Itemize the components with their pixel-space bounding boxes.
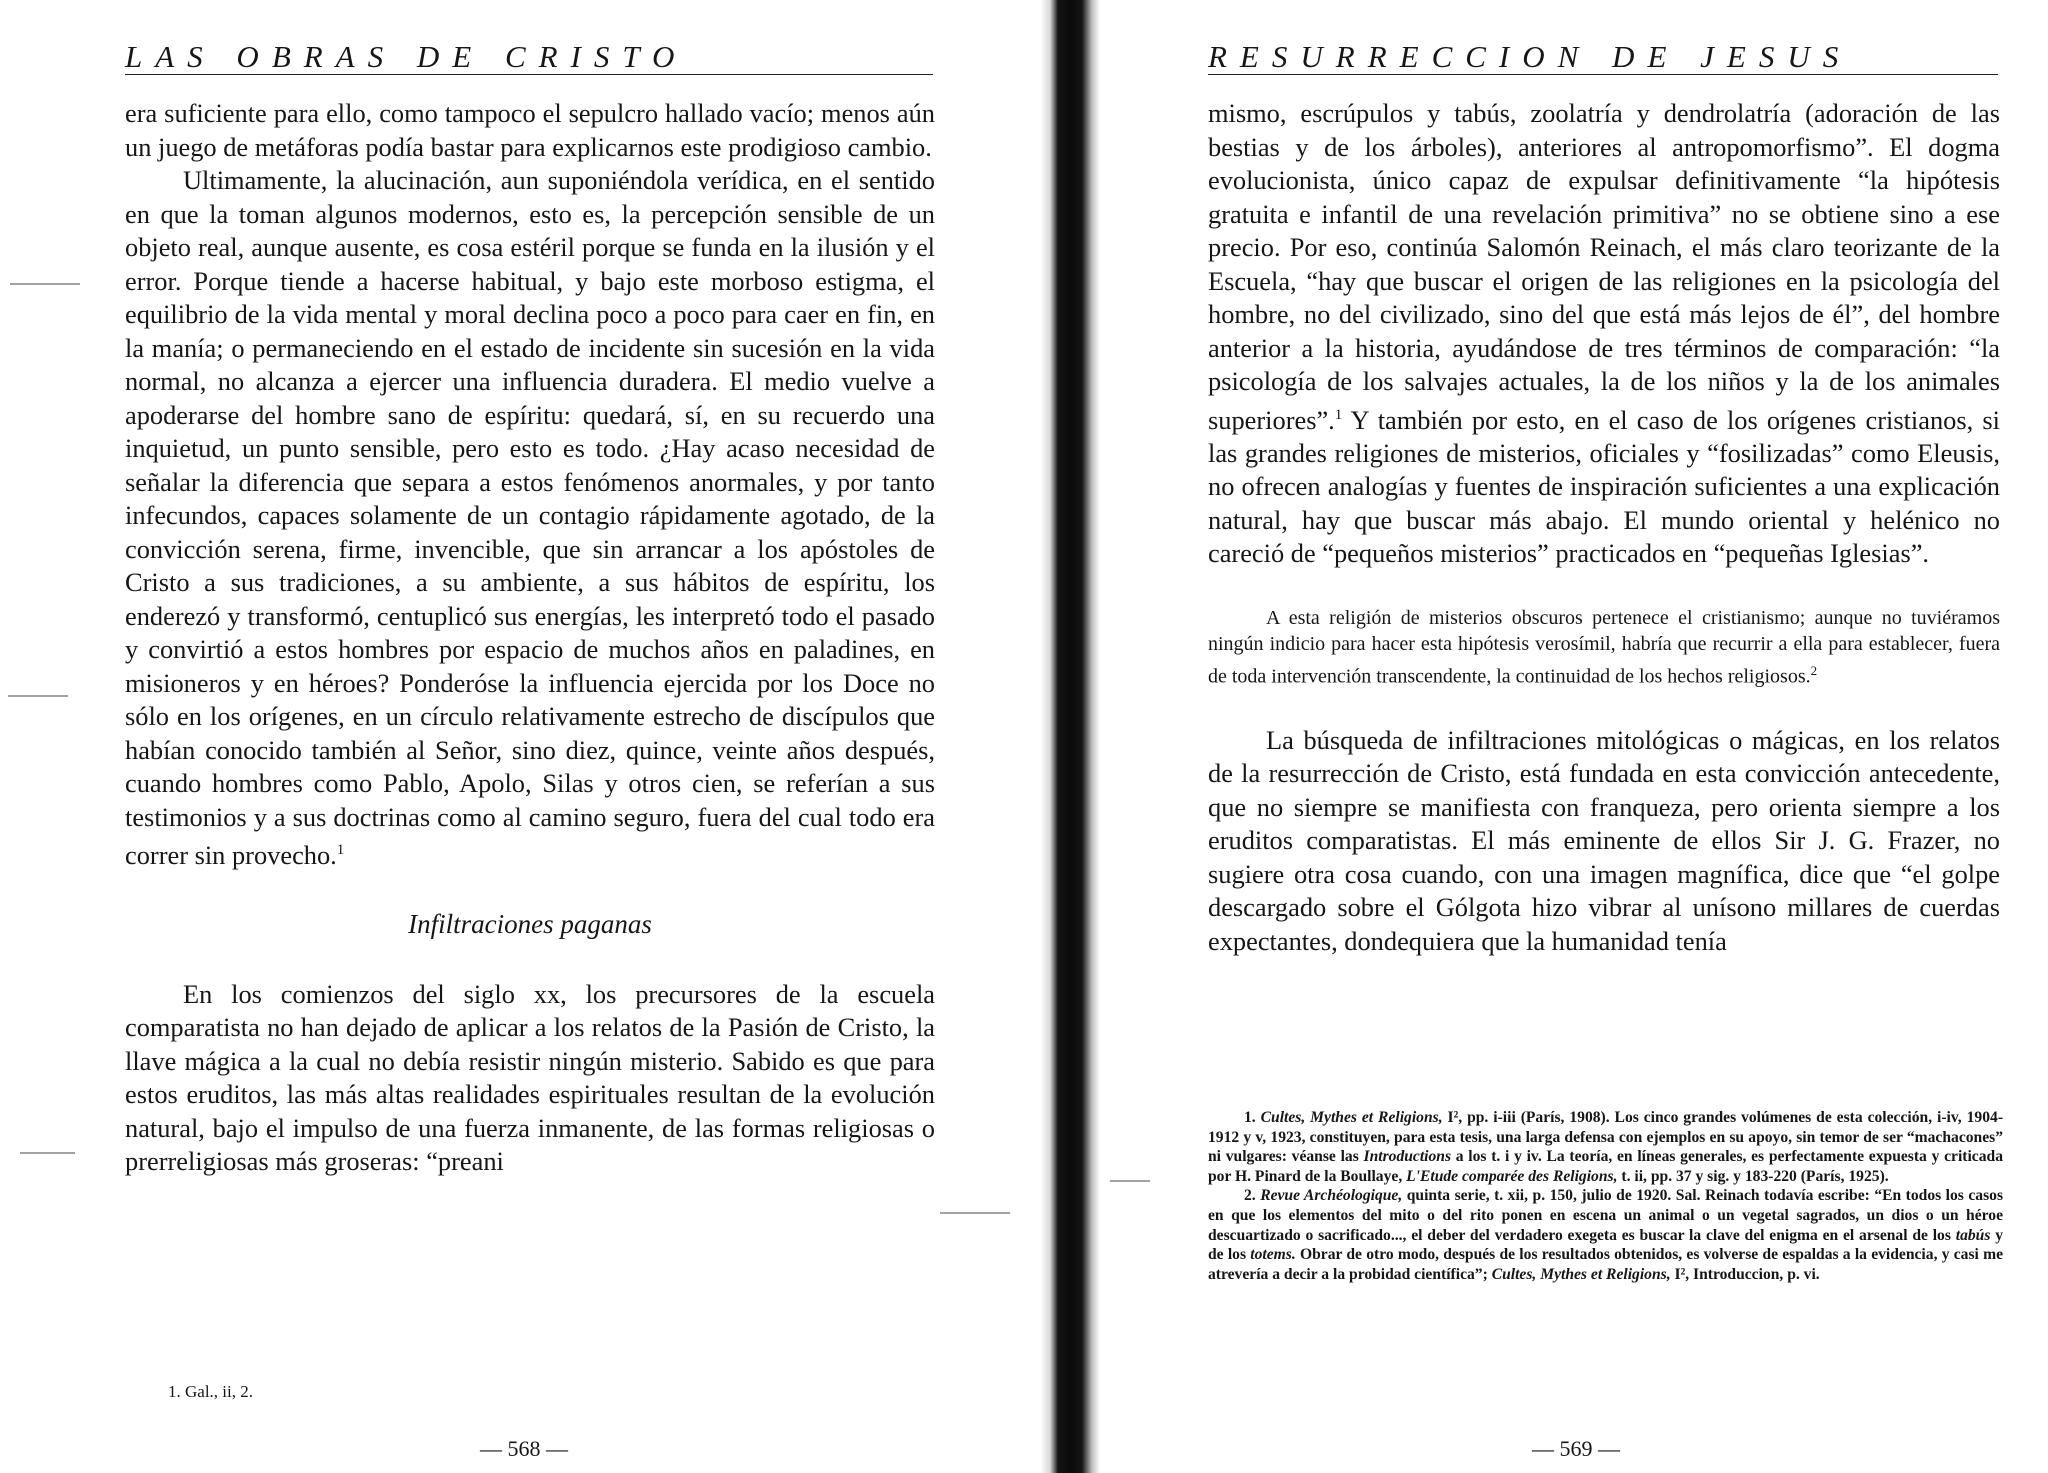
footnote-text: I², Introduccion, p. vi. — [1670, 1265, 1820, 1283]
footnotes — [1208, 1108, 2003, 1284]
footnote-number: 1. — [1244, 1109, 1261, 1126]
citation-title: Cultes, Mythes et Religions, — [1491, 1265, 1671, 1283]
paragraph — [125, 164, 935, 872]
paragraph-text: mismo, escrúpulos y tabús, zoolatría y dendrolatría (adoración de las bestias y de los árboles), anteriores al antropomorfismo”. El dogma evolucionista, único capaz de expulsar definitivamente “la hipótesis gratuita e infantil de una revelación primitiva” no se obtiene sino a ese precio. Por eso, continúa Salomón Reinach, el más claro teorizante de la Escuela, “hay que buscar el origen de las religiones en la psicología del hombre, no del civilizado, sino del que está más lejos de él”, del hombre anterior a la historia, ayudándose de tres términos de comparación: “la psicología de los salvajes actuales, la de los niños y la de los animales superiores”. — [1208, 98, 2000, 435]
scan-speck — [8, 695, 68, 697]
running-head-left: LAS OBRAS DE CRISTO — [125, 40, 933, 75]
footnote-marker: 1 — [1334, 406, 1343, 423]
right-page — [1080, 0, 2048, 1473]
scan-speck — [940, 1212, 1010, 1214]
citation-title: Cultes, Mythes et Religions, — [1260, 1109, 1443, 1126]
quote-body: A esta religión de misterios obscuros pertenece el cristianismo; aunque no tuviéramos ningún indicio para hacer esta hipótesis verosímil, habría que recurrir a ella para establecer, fuera de toda intervención transcendente, la continuidad de los hechos religiosos. — [1208, 606, 2000, 688]
page-number: — 568 — — [480, 1436, 568, 1461]
footnote-text: y de los — [1208, 1226, 2004, 1264]
quote-text — [1208, 605, 2000, 690]
footnote-marker: 2 — [1810, 662, 1818, 678]
footnote: 1. Gal., ii, 2. — [168, 1382, 253, 1401]
paragraph-text: Ultimamente, la alucinación, aun suponiéndola verídica, en el sentido en que la toman algunos modernos, esto es, la percepción sensible de un objeto real, aunque ausente, es cosa estéril porque se funda en la ilusión y el error. Porque tiende a hacerse habitual, y bajo este morboso estigma, el equilibrio de la vida mental y moral declina poco a poco para caer en fin, en la manía; o permaneciendo en el estado de incidente sin sucesión en la vida normal, no alcanza a ejercer una influencia duradera. El medio vuelve a apoderarse del hombre sano de espíritu: quedará, sí, en su recuerdo una inquietud, un punto sensible, pero esto es todo. ¿Hay acaso necesidad de señalar la diferencia que separa a estos fenómenos anormales, y por tanto infecundos, capaces solamente de un contagio rápidamente agotado, de la convicción serena, firme, invencible, que sin arrancar a los apóstoles de Cristo a sus tradiciones, a su ambiente, a sus hábitos de espíritu, los enderezó y transformó, centuplicó sus energías, les interpretó todo el pasado y convirtió a estos hombres por espacio de muchos años en paladines, en misioneros y en héroes? Ponderóse la influencia ejercida por los Doce no sólo en los orígenes, en un círculo relativamente estrecho de discípulos que habían conocido también al Señor, sino diez, quince, veinte años después, cuando hombres como Pablo, Apolo, Silas y otros cien, se referían a sus testimonios y a sus doctrinas como al camino seguro, fuera del cual todo era correr sin provecho. — [125, 165, 935, 870]
footnote-marker: 1 — [336, 842, 345, 858]
citation-title: L'Etude comparée des Religions, — [1406, 1167, 1618, 1185]
right-page-body — [1208, 97, 2000, 958]
left-page-body — [125, 97, 935, 1179]
footnote-text: a los t. i y iv. La teoría, en líneas generales, es perfectamente expuesta y criticada por H. Pinard de la Boullaye, — [1208, 1148, 2003, 1185]
footnote-text: I², pp. i-iii (París, 1908). Los cinco grandes volúmenes de esta colección, i-iv, 1904-1912 y v, 1923, constituyen, para esta tesis, una larga defensa con ejemplos en su apoyo, sin temor de ser “machacones” ni vulgares: véanse las — [1208, 1109, 2004, 1166]
section-heading: Infiltraciones paganas — [408, 909, 652, 940]
footnote — [1208, 1186, 2003, 1284]
scan-speck — [10, 283, 80, 285]
running-head-right: RESURRECCION DE JESUS — [1208, 40, 1998, 75]
paragraph: La búsqueda de infiltraciones mitológicas o mágicas, en los relatos de la resurrección de Cristo, está fundada en esta convicción antecedente, que no siempre se manifiesta con franqueza, pero orienta siempre a los eruditos comparatistas. El más eminente de ellos Sir J. G. Frazer, no sugiere otra cosa cuando, con una imagen magnífica, dice que “el golpe descargado sobre el Gólgota hizo vibrar al unísono millares de cuerdas expectantes, dondequiera que la humanidad tenía — [1208, 724, 2000, 956]
page-number: — 569 — — [1532, 1436, 1620, 1461]
citation-title: Revue Archéologique, — [1260, 1187, 1403, 1205]
footnote-text: Obrar de otro modo, después de los resultados obtenidos, es volverse de espaldas a la evidencia, y casi me atrevería a decir a la probidad científica”; — [1208, 1246, 2003, 1283]
footnote-number: 2. — [1244, 1187, 1261, 1205]
footnote-text: quinta serie, t. xii, p. 150, julio de 1920. Sal. Reinach todavía escribe: “En todos los casos en que los elementos del mito o del rito ponen en escena un animal o un vegetal sagrados, un dios o un héroe descuartizado o sacrificado..., el deber del verdadero exegeta es buscar la clave del enigma en el arsenal de los — [1208, 1187, 2004, 1244]
footnote-text: t. ii, pp. 37 y sig. y 183-220 (París, 1925). — [1617, 1167, 1889, 1185]
citation-title: Introductions — [1363, 1148, 1452, 1166]
block-quote — [1208, 605, 2000, 690]
citation-term: totems. — [1250, 1246, 1296, 1264]
scan-speck — [1110, 1180, 1150, 1182]
paragraph: En los comienzos del siglo xx, los precursores de la escuela comparatista no han dejado de aplicar a los relatos de la Pasión de Cristo, la llave mágica a la cual no debía resistir ningún misterio. Sabido es que para estos eruditos, las más altas realidades espirituales resultan de la evolución natural, bajo el impulso de una fuerza inmanente, de las formas religiosas o prerreligiosas más groseras: “preani — [125, 978, 935, 1177]
footnote — [1208, 1108, 2003, 1186]
citation-term: tabús — [1955, 1226, 1991, 1244]
paragraph — [1208, 97, 2000, 571]
paragraph-text: Y también por esto, en el caso de los orígenes cristianos, si las grandes religiones de misterios, oficiales y “fosilizadas” como Eleusis, no ofrecen analogías y fuentes de inspiración suficientes a una explicación natural, hay que buscar más abajo. El mundo oriental y helénico no careció de “pequeños misterios” practicados en “pequeñas Iglesias”. — [1208, 404, 2000, 569]
scan-speck — [20, 1152, 75, 1154]
paragraph: era suficiente para ello, como tampoco el sepulcro hallado vacío; menos aún un juego de metáforas podía bastar para explicarnos este prodigioso cambio. — [125, 98, 935, 162]
